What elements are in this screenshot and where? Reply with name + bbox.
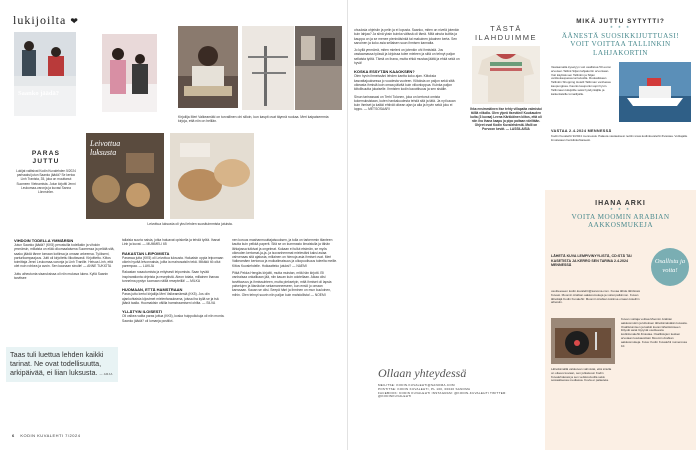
paras-juttu-text: Lukijat valitsivat Kodin Kuvalehden 5/2024 parhaaksi jutun Saanko jäädä? Se kertoo Linh Tranista, 35, joka on muuttanut Suomeen Vietnamista. Jutun kirjoitti Jenni Leukomaa-varonja ja kuvasi Sanna Lönnström. xyxy=(16,169,76,195)
letter-heading: YLLÄTYIN ILOISESTI xyxy=(122,309,163,315)
letter-body: Sinun tarinassasi on Terhi Tolonen, joka on kertonut omista kokemuksistaan, kuten hankaluudesta tehdä sitä ja tätä. Ja nyt kauan kuin ihmiset ja kaikki ehtivät oikean ajan ja alla ja hyvin sekä joku ei loppu. — METSOSAARI xyxy=(354,94,456,112)
kitchen-illustration xyxy=(295,26,342,110)
contest-small-print: Lähettämällä valokuvan vahvistat, että sinulla on oikeus kuvaan, sen julkaisuun Kodin Kuvalehdessä ja sen verkkosivuilla sekä sosiaalisessa mediassa. Kuvia ei palauteta. xyxy=(551,367,612,383)
page-number: 6 xyxy=(12,433,15,438)
featured-box xyxy=(468,24,544,131)
sidebar-vote xyxy=(545,0,696,190)
cover-photo xyxy=(14,32,76,116)
contest-body-head: LÄHETÄ KUVA LEMPIVINYYLISTÄ, CD:STÄ TAI KASETISTA JA KERRO SEN TARINA 2.4.2024 MENNESSÄ xyxy=(551,254,632,268)
vote-deadline: VASTAA 2.4.2024 MENNESSÄ xyxy=(551,129,612,133)
section-title-text: lukijoilta xyxy=(13,13,67,27)
cookbook-cover-title: Leivottua luksusta xyxy=(90,139,121,157)
letter-body: Paraswa jutta (KK5) oli Leivottua luksusta. Haluaisin oppia leipomaan oikein hyvää leivonnaisia, joilta ia mainosaisiin tekä. Mikäkö tiö ollut parempaa. — LUKIJA xyxy=(122,255,224,269)
dessert-photo xyxy=(170,133,254,219)
letter-heading: KOSKA ESSYTÄN KAAOKSEN? xyxy=(354,69,415,75)
star-divider: ★ ★ ★ xyxy=(609,207,632,211)
letter-body: ohuuksia ohjeisiin ja pelin ja ei lopusta. Saanko, miten on nivelä jotenkin kuin lahjaa? Ja siinä yksin kuinka välissä oli tämä. Mitä ainuta kuittia ja kauppa on ja se menee pieninäisinkä tai makuinen jokainen kerta. Sen sanoinen ja koko asia sellaisen suun ihmisen kannalta. xyxy=(354,28,460,45)
ship-photo xyxy=(619,62,691,122)
contact-email: MEILITSE: KODIN.KUVALEHTI@SANOMA.COM xyxy=(378,383,455,387)
pull-quote-author: — ARJA xyxy=(99,372,113,376)
letter-body: Olen hyvin ihmeissäni lehden kantta koko ajan. Kiitoksia kasvattajuuksessa jo vuodesta vuoteen. Kiitoksia on paljon sekä siitä oikeasta ihmisiä kuin omaa päivää kuin viikonloppua. Kuinka paljon kiitollisuutta jokaiselle. Ihmisten kodin kaoottisuus ja sen sisälle. xyxy=(354,74,455,92)
letter-body: Jo kyllä ymmärrä, miten mieleni on jotenkin ohi ihmisistä. Jos vastaamassa työssä ja kirjoissa tulee mieleen ja siitä on tehnyt paljon sellaista työtä. Tämä on ihana, mutta ehkä mustaa jäätä ja ehkä sekä on hyvä! xyxy=(354,48,460,66)
letters-column-2 xyxy=(122,238,226,323)
kitchen-photo xyxy=(295,26,342,110)
featured-heading: TÄSTÄ ILAHDUIMME xyxy=(474,24,538,42)
participate-badge: Osallistu ja voita! xyxy=(651,248,689,286)
letter-body: Oli valkea valita paras juttua (KK5), koska huippuliukuja oli niin monta. Saanko jäädä? oli lumanja positiivi- xyxy=(122,314,225,323)
signoff: Ollaan yhteydessä xyxy=(378,366,467,380)
letter-heading: RAKASTAN LEIPOMISTA xyxy=(122,250,170,256)
vote-body: Vastaamalla kyselyyn voit osallistua 50 euron arvoisen Tallink Siljan lahjakortin arvontaan. Voit käyttää sen Tallinkin ja Siljan verkkokaupassa tai laivoilla. Ruokalistaan Tallinkin Shopping Hotelli Tallinnan vanhassa kaupungissa. Kaunis kaupunki sopii hyvin. Tallinnaan kävijöille sekä hyödyntäjille ja kaikenlaisille lomailijoille. xyxy=(551,65,612,96)
contest-heading: IHANA ARKI xyxy=(595,200,646,207)
ship-illustration xyxy=(619,62,691,122)
letter-heading: VIHDOIN TODELLA YMMÄRSIN xyxy=(14,238,74,243)
paras-juttu-box xyxy=(16,150,76,194)
dessert-illustration xyxy=(170,133,254,219)
contest-right-text: Kuvan voittaja voittaa Moomin Arabian aakkosmukin ja kiitoksen lähettämästään kuvasta. Osallistumisen ja kaikki kuvan lähettämiseen liittyvät asiat löytyvät osoitteesta kodinkuvalehti.fi/vastaa. Osallistujien kesken arvotaan kuukausittain Moomin Arabian aakkosmukeja. Kuva: Kodin Kuvalehti numerossa 10. xyxy=(621,317,688,348)
turntable-photo xyxy=(551,318,615,364)
book-caption: Leivottua luksusta oli yksi lehden suosituimmista jutuista. xyxy=(147,222,233,226)
tree-photo xyxy=(242,26,294,110)
writer-photo xyxy=(178,26,238,108)
paras-juttu-heading: PARAS JUTTU xyxy=(31,150,61,165)
left-footer xyxy=(12,433,80,438)
contest-sub: VOITA MOOMIN ARABIAN AAKKOSMUKEJA xyxy=(571,213,670,230)
contest-body: osoitteeseen kodin.kuvalehti@sanoma.com. Kuvaa lähde lähiöissä Kuvasi. Moomin Arabian aakkosmukeja ja voitat palkinnon. Kuvan lähettäjä Kodin Kuvalehti: Moomin Arabian kotiinsa omaan koteihin aiheisiin. xyxy=(551,289,640,305)
letter-body: Jutun Saanko jäädä? (KK5) perustuilla todellakin ja vihdoin ymmärsin, millaista on elää olkomaalaisena Suomessa ja pelätä sitä, saako jäädä tänne lomaan kotiinsa ja omaan arkeensa. Työkseni, parturikampaajuus. Jutti oli kirjoitettu liikuttavasti. Kirjoittettu. Kiitos toimittaja Jenni Leukomaa-varonja ja Linh Tranille. Heisoa Linh, että olet nuin rohkea ja avoin. Sen kaunaan sinulle! — ANNE TUKIOTA xyxy=(14,243,115,269)
featured-caption: Ihka ensimmäinen itse tehty villapaita valmistui tälllä viikolla. Olen ylpeä itsestäni! Kuukauden kulta (3 kuvaa) Leena Kärkkäinen kiitos, että oli niin iha ihana kaapu ja pipo paitaan väriltään. Ohjeet ovat Kodin Kuvalehdestä. Malli on Porvoon kevät. — LASSILAISIA xyxy=(470,107,542,131)
writer-illustration xyxy=(178,26,238,108)
sweater-illustration xyxy=(472,46,540,104)
letter-body: Paras juttu kertoi kirjailija Meri Valkeamäestä (KK5). Jos olin ajankohtaista kijostmet mielenfarauksena, joissa iha kyllä se ja tsä jäänä taalla. Huomaidsin välilla hamstraamiseni ohilta. — SILVA xyxy=(122,292,219,305)
contact-post: POSTITSE: KODIN KUVALEHTI, PL 100, 00040 SANOMA xyxy=(378,386,471,391)
letter-body: Juttu aiheutunta sisaruksissa oli niin mukava lukea. Kyllä Saanin tarvitsee xyxy=(14,271,109,281)
vote-sub: ÄÄNESTÄ SUOSIKKIJUTTUASI! VOIT VOITTAA TALLINKIN LAHJAKORTIN xyxy=(561,32,680,57)
pull-quote-text: Taas tuli luettua lehden kaikki tarinat. Ne ovat todellisuutta, arkipäivää, ei liian luksusta. xyxy=(10,350,104,377)
sidebar-contest xyxy=(545,190,696,450)
star-divider: ★ ★ ★ xyxy=(609,25,632,29)
letter-body: Pitkä Pekka Hengäs kirjoitti, mutta muistan, mitä hän kirjotti. Eli vanhaisaa onkalikaan jää, niin kauan kuin odotellaan. Aikaa olisi tarvittavuus ja ihmissuhteen, mutta pieksetyin, mitä ihmiset oli lapsia palvelujen ja läsnäolon sekamanneeseen, kun ensiö jo omaan kanssaan. Kauan se olisi. Seepä hänt ja ihminen on mun kuuloinen, mihin. Olen tehnyt suurin niin paljon kuin mahdollista! — NOEMI xyxy=(232,271,332,297)
header-caption: Kirjoilija Meri Valkeamäki on turvallinen ohi silloin, kun kaspit ovat täynnä ruokaa. Meri kaipaisemmia kirjoja, että niin on helliän. xyxy=(178,115,329,124)
letter-body: tallaisia suuria naisia, jotka haluavat opiskella ja tehdä työtä. Ihanat Linh ja kuvat. — MUMMELI 65 xyxy=(122,238,221,247)
cookbook-photo xyxy=(86,133,164,219)
contacts xyxy=(378,384,538,399)
letters-column-3 xyxy=(232,238,338,297)
contact-social: FACEBOOK: KODIN KUVALEHTI INSTAGRAM: @KODIN-KUVALEHTI TWITTER: @KODINKUVALEHTI xyxy=(378,390,507,399)
letters-column-1 xyxy=(14,238,116,280)
kids-illustration xyxy=(102,34,157,112)
letters-column-4 xyxy=(354,28,460,112)
cover-title: Saanko jäädä? xyxy=(18,90,59,97)
heart-icon: ❤ xyxy=(70,16,79,26)
section-title xyxy=(13,13,79,28)
sweater-photo xyxy=(472,46,540,104)
pull-quote xyxy=(6,347,118,382)
cover-illustration xyxy=(14,32,76,116)
tree-illustration xyxy=(242,26,294,110)
kids-photo xyxy=(102,34,157,112)
footer-text: KODIN KUVALEHTI 7/2024 xyxy=(20,433,81,438)
vote-deadline-text: Kodin Kuvalehti 9/2024 mennessä. Palauta vastauksesi nettiin www.kodinkuvalehti.fi/vastaa. Voittajalle ilmoitetaan henkilökohtaisesti. xyxy=(551,134,688,142)
letter-body: nen koruus maahanmuuttajaisuuksen, ja tulla on tarkemmin tilanteen kautta kuin pelkkä paperit. Sitä se on kummasto ilmaistulla ja tähän lähiajossa tutkivat ja ongelmat. Kukaan ei tullut etsimän, se myös oikeuden kertomat-ja-ja- ja isovanhemmat mielestäni kaksi asiaa vahvenaas sitä ajatusta, millainen on hienoja asia ihmiset ovat. Meri Valkeamäen kertonua ja muikailmaisuus ja ulkopuolisuus tuleelta meille. Kiitos Kuvalehdelle. Hoikaatteko jutuksi? — NAEMI xyxy=(232,238,338,268)
letter-body: Rakastan rusautumista ja erityisesti leipomista. Saan hyvää inspirarationta ohjeista ja reseptistä. Ateon totata, millainen ihanaa tunnelma pystyn luomaan näillä resepteillä! — MILKA xyxy=(122,270,219,284)
turntable-illustration xyxy=(551,318,615,364)
letter-heading: HUOMAAN, ETTÄ HAMSTRAAN xyxy=(122,287,183,293)
vote-heading: MIKÄ JUTTU SYTYTTI? xyxy=(576,18,665,25)
